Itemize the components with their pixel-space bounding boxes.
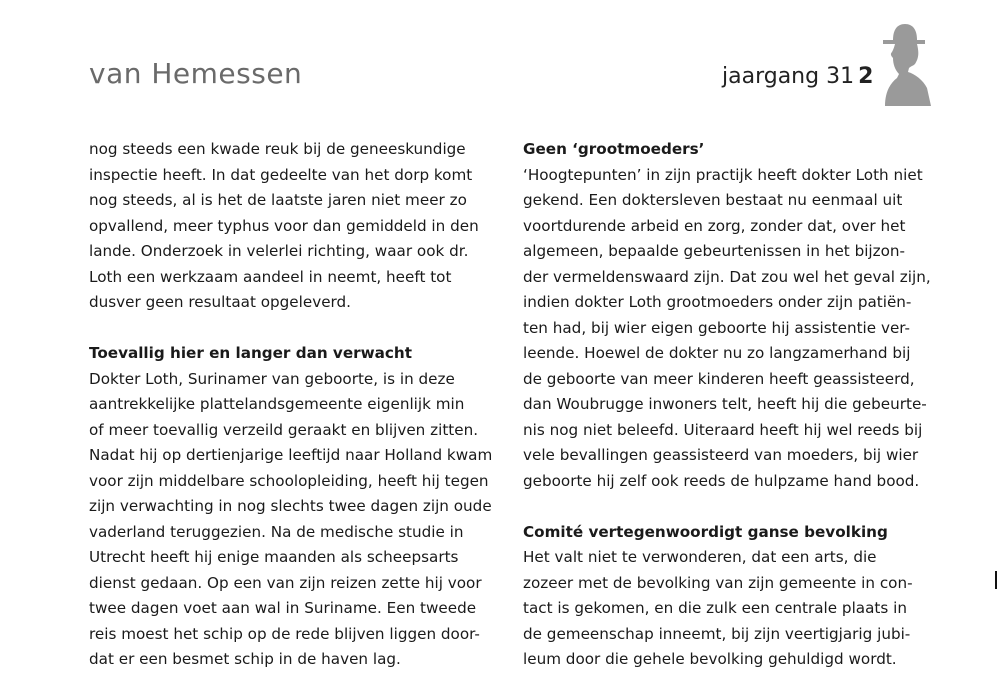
section-heading: Geen ‘grootmoeders’ (523, 140, 705, 158)
text-line: Dokter Loth, Surinamer van geboorte, is in deze (89, 369, 455, 388)
text-line: voor zijn middelbare schoolopleiding, heeft hij tegen (89, 471, 489, 490)
text-line: of meer toevallig verzeild geraakt en blijven zitten. (89, 420, 479, 439)
text-line: leum door die gehele bevolking gehuldigd wordt. (523, 650, 897, 668)
text-line: inspectie heeft. In dat gedeelte van het dorp komt (89, 165, 473, 184)
text-line: leende. Hoewel de dokter nu zo langzamerhand bij (523, 344, 911, 362)
text-line: de gemeenschap inneemt, bij zijn veertigjarig jubi- (523, 624, 911, 643)
text-line: dan Woubrugge inwoners telt, heeft hij die gebeurte- (523, 395, 927, 413)
right-column (523, 137, 931, 673)
text-line: nis nog niet beleefd. Uiteraard heeft hij wel reeds bij (523, 420, 923, 439)
left-column (89, 137, 493, 673)
text-line: zozeer met de bevolking van zijn gemeente in con- (523, 573, 913, 592)
text-line: nog steeds, al is het de laatste jaren niet meer zo (89, 191, 467, 209)
text-line: tact is gekomen, en die zulk een centrale plaats in (523, 599, 907, 617)
text-line: vaderland teruggezien. Na de medische studie in (89, 522, 464, 541)
issue-number: 2 (858, 64, 874, 89)
text-line: lande. Onderzoek in velerlei richting, waar ook dr. (89, 242, 469, 260)
text-line: Het valt niet te verwonderen, dat een arts, die (523, 548, 877, 566)
text-line: nog steeds een kwade reuk bij de geneeskundige (89, 140, 466, 158)
text-line: Nadat hij op dertienjarige leeftijd naar Holland kwam (89, 446, 493, 464)
publication-title: van Hemessen (89, 57, 303, 90)
text-line: ‘Hoogtepunten’ in zijn practijk heeft dokter Loth niet (523, 165, 923, 184)
text-line: twee dagen voet aan wal in Suriname. Een tweede (89, 599, 477, 617)
text-line: opvallend, meer typhus voor dan gemiddeld in den (89, 216, 479, 235)
text-line: Utrecht heeft hij enige maanden als scheepsarts (89, 548, 459, 566)
paragraph-gap (523, 494, 923, 520)
text-line: dat er een besmet schip in de haven lag. (89, 650, 401, 668)
text-line: voortdurende arbeid en zorg, zonder dat, over het (523, 216, 906, 235)
text-line: dienst gedaan. Op een van zijn reizen zette hij voor (89, 573, 482, 592)
text-line: der vermeldenswaard zijn. Dat zou wel het geval zijn, (523, 267, 931, 286)
text-line: de geboorte van meer kinderen heeft geassisteerd, (523, 369, 915, 388)
text-line: dusver geen resultaat opgeleverd. (89, 293, 351, 311)
text-cursor (995, 571, 997, 589)
text-line: reis moest het schip op de rede blijven liggen door- (89, 624, 480, 643)
section-heading: Toevallig hier en langer dan verwacht (89, 344, 412, 362)
volume-indicator (722, 64, 873, 89)
text-line: gekend. Een doktersleven bestaat nu eenmaal uit (523, 191, 903, 209)
hat-man-silhouette-icon (875, 18, 931, 106)
volume-label: jaargang 31 (722, 64, 855, 89)
text-line: vele bevallingen geassisteerd van moeders, bij wier (523, 446, 919, 464)
section-heading: Comité vertegenwoordigt ganse bevolking (523, 522, 888, 541)
text-line: ten had, bij wier eigen geboorte hij assistentie ver- (523, 318, 911, 337)
text-line: zijn verwachting in nog slechts twee dagen zijn oude (89, 497, 492, 515)
text-line: aantrekkelijke plattelandsgemeente eigenlijk min (89, 395, 465, 413)
text-line: indien dokter Loth grootmoeders onder zijn patiën- (523, 293, 912, 311)
text-line: Loth een werkzaam aandeel in neemt, heeft tot (89, 267, 452, 286)
text-line: algemeen, bepaalde gebeurtenissen in het bijzon- (523, 242, 906, 260)
text-line: geboorte hij zelf ook reeds de hulpzame hand bood. (523, 471, 920, 490)
paragraph-gap (89, 316, 489, 342)
